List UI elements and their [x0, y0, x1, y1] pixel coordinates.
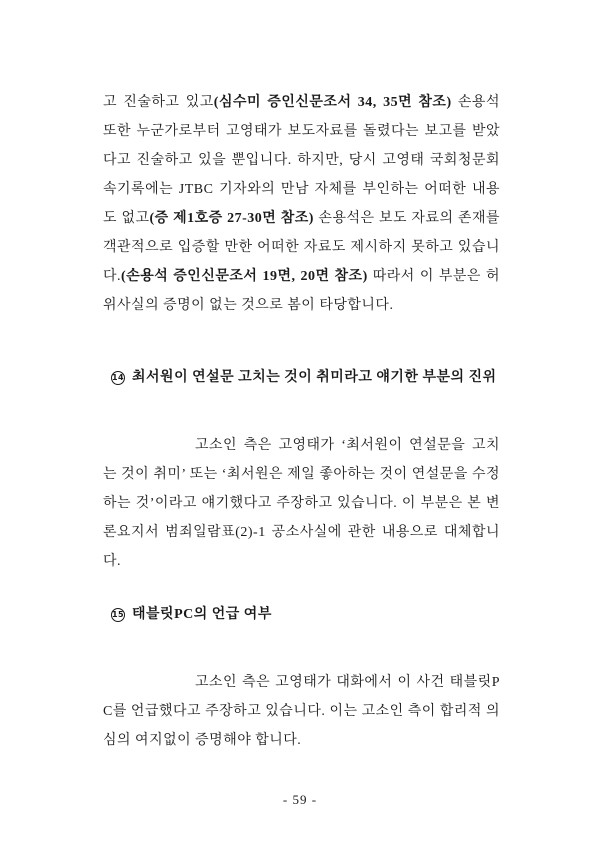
- page-number: - 59 -: [282, 792, 318, 807]
- evidence-citation: (심수미 증인신문조서 34, 35면 참조): [213, 95, 452, 110]
- section-title: 최서원이 연설문 고치는 것이 취미라고 얘기한 부분의 진위: [132, 370, 497, 385]
- section-14-body: 고소인 측은 고영태가 ‘최서원이 연설문을 고치는 것이 취미’ 또는 ‘최서원은 제일 좋아하는 것이 연설문을 수정하는 것’이라고 얘기했다고 주장하고 있습니다. 이 부분은 본 변론요지서 범죄일람표(2)-1 공소사실에 관한 내용으로 대체합니다.: [103, 438, 500, 569]
- section-heading-15: [103, 605, 500, 625]
- paragraph-run: 고 진술하고 있고: [103, 95, 214, 110]
- evidence-citation: (손용석 증인신문조서 19면, 20면 참조): [121, 269, 368, 284]
- evidence-citation: (증 제1호증 27-30면 참조): [149, 211, 314, 226]
- section-15-body: 고소인 측은 고영태가 대화에서 이 사건 태블릿PC를 언급했다고 주장하고 있습니다. 이는 고소인 측이 합리적 의심의 여지없이 증명해야 합니다.: [103, 675, 500, 748]
- paragraph-continued: [103, 88, 500, 320]
- paragraph-run: 따라서 이 부분은 허위사실의 증명이 없는 것으로 봄이 타당합니다.: [103, 269, 500, 313]
- section-title: 태블릿PC의 언급 여부: [132, 607, 272, 622]
- paragraph-run: 손용석 또한 누군가로부터 고영태가 보도자료를 돌렸다는 보고를 받았다고 진술하고 있을 뿐입니다. 하지만, 당시 고영태 국회청문회 속기록에는 JTBC 기자와의 만남 자체를 부인하는 어떠한 내용도 없고: [103, 95, 500, 226]
- paragraph-run: 손용석은 보도 자료의 존재를 객관적으로 입증할 만한 어떠한 자료도 제시하지 못하고 있습니다.: [103, 211, 501, 284]
- circled-number-15-icon: 15: [111, 608, 125, 622]
- circled-number-14-icon: 14: [111, 371, 125, 385]
- section-heading-14: [103, 368, 500, 388]
